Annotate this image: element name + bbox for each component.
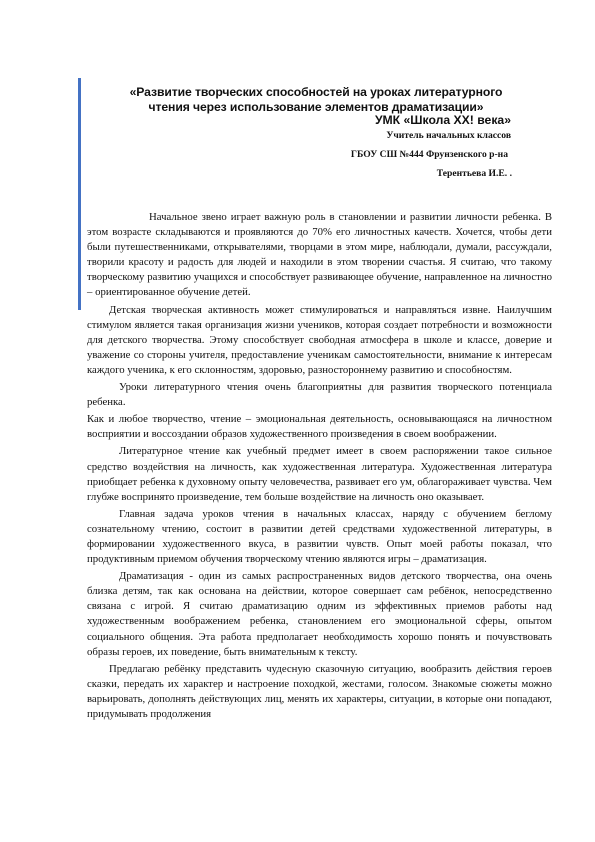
paragraph: Уроки литературного чтения очень благоприятны для развития творческого потенциала ребенка. (87, 381, 552, 409)
paragraph: Как и любое творчество, чтение – эмоциональная деятельность, основывающаяся на личностном восприятии и воссоздании образов художественного произведения в своем воображении. (87, 413, 552, 441)
paragraph: Предлагаю ребёнку представить чудесную сказочную ситуацию, вообразить действия героев сказки, передать их характер и настроение походкой, жестами, голосом. Знакомые сюжеты можно варьировать, дополнять действующих лиц, менять их характеры, ситуации, в которые они попадают, придумывать продолжения (87, 662, 552, 720)
umk-label: УМК «Школа XX! века» (374, 113, 511, 127)
document-title-line-2: чтения через использование элементов драматизации» (148, 100, 484, 114)
paragraph: Детская творческая активность может стимулироваться и направляться извне. Наилучшим стимулом является такая организация жизни учеников, которая создает потребности и возможности для детского творчества. Этому способствует свободная атмосфера в школе и классе, доверие и уважение со стороны учителя, предоставление ученикам самостоятельности, внимание к интересам каждого ученика, к его склонностям, здоровью, разностороннему развитию и способностям. (87, 303, 552, 376)
paragraph: Начальное звено играет важную роль в становлении и развитии личности ребенка. В этом возрасте складываются и проявляются до 70% его личностных качеств. Хочется, чтобы дети были путешественниками, открывателями, творцами в этом мире, наблюдали, думали, рассуждали, творили красоту и радость для людей и находили в этом творении счастья. Я считаю, что такому творческому развитию учащихся и способствует развивающее обучение, направленное на личностно – ориентированное обучение детей. (87, 211, 552, 299)
margin-accent-bar (78, 78, 81, 310)
article-body (87, 210, 552, 724)
author-position: Учитель начальных классов (386, 130, 511, 141)
author-school: ГБОУ СШ №444 Фрунзенского р-на (350, 149, 508, 160)
document-title-line-1: «Развитие творческих способностей на уроках литературного (129, 85, 503, 99)
paragraph: Главная задача уроков чтения в начальных классах, наряду с обучением беглому сознательному чтению, состоит в развитии детей средствами художественной литературы, в формировании художественного вкуса, в развитии чувств. Опыт моей работы показал, что продуктивным приемом обучения творческому чтению являются игры – драматизация. (87, 507, 552, 566)
paragraph: Драматизация - один из самых распространенных видов детского творчества, она очень близка детям, так как основана на действии, которое совершает сам ребёнок, непосредственно связана с игрой. Я считаю драматизацию одним из эффективных приемов работы над художественным воображением ребенка, становлением его эмоциональной сферы, опытом социального общения. Эта работа предполагает необходимость хорошо понять и почувствовать образы героев, их поведение, быть внимательным к тексту. (87, 570, 552, 658)
author-name: Терентьева И.Е. . (436, 168, 512, 179)
paragraph: Литературное чтение как учебный предмет имеет в своем распоряжении такое сильное средство воздействия на личность, как художественная литература. Художественная литература приобщает ребенка к духовному опыту человечества, развивает его ум, облагораживает чувства. Чем глубже воспринято произведение, тем больше воздействие на личность оно оказывает. (87, 445, 552, 503)
